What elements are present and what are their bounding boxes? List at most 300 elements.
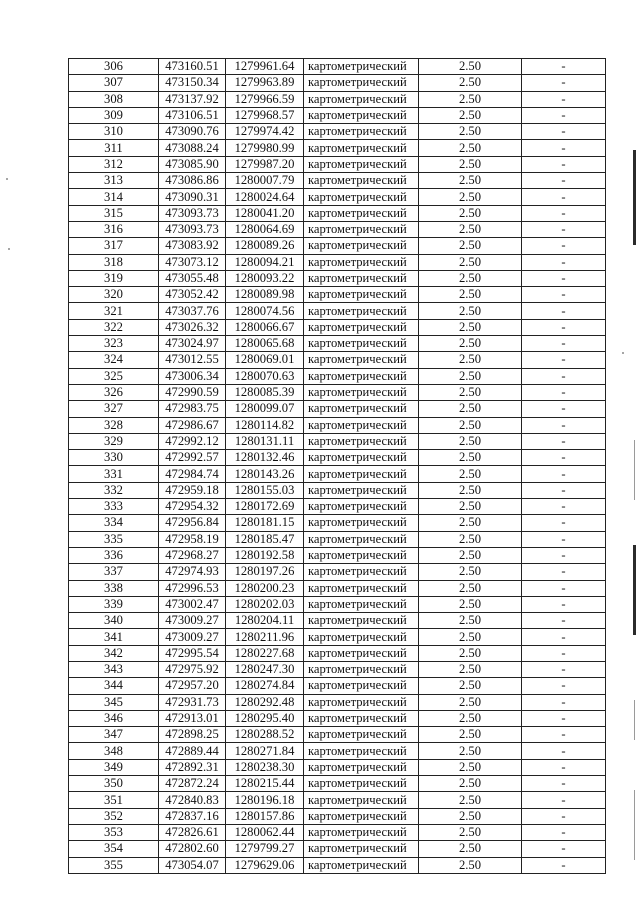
method-cell: картометрический — [304, 205, 419, 221]
y-coordinate-cell: 1280200.23 — [226, 580, 304, 596]
y-coordinate-cell: 1280143.26 — [226, 466, 304, 482]
y-coordinate-cell: 1280181.15 — [226, 515, 304, 531]
accuracy-cell: 2.50 — [419, 384, 522, 400]
y-coordinate-cell: 1279966.59 — [226, 91, 304, 107]
x-coordinate-cell: 472840.83 — [159, 792, 226, 808]
table-row — [69, 450, 606, 466]
point-number-cell: 339 — [69, 596, 159, 612]
accuracy-cell: 2.50 — [419, 221, 522, 237]
method-cell: картометрический — [304, 384, 419, 400]
method-cell: картометрический — [304, 580, 419, 596]
accuracy-cell: 2.50 — [419, 645, 522, 661]
point-number-cell: 351 — [69, 792, 159, 808]
method-cell: картометрический — [304, 107, 419, 123]
method-cell: картометрический — [304, 238, 419, 254]
description-cell: - — [522, 352, 606, 368]
accuracy-cell: 2.50 — [419, 531, 522, 547]
y-coordinate-cell: 1280197.26 — [226, 564, 304, 580]
point-number-cell: 313 — [69, 173, 159, 189]
description-cell: - — [522, 384, 606, 400]
accuracy-cell: 2.50 — [419, 401, 522, 417]
accuracy-cell: 2.50 — [419, 319, 522, 335]
description-cell: - — [522, 75, 606, 91]
description-cell: - — [522, 743, 606, 759]
accuracy-cell: 2.50 — [419, 841, 522, 857]
table-row — [69, 107, 606, 123]
description-cell: - — [522, 124, 606, 140]
x-coordinate-cell: 473009.27 — [159, 629, 226, 645]
description-cell: - — [522, 499, 606, 515]
point-number-cell: 352 — [69, 808, 159, 824]
accuracy-cell: 2.50 — [419, 515, 522, 531]
y-coordinate-cell: 1280064.69 — [226, 221, 304, 237]
method-cell: картометрический — [304, 776, 419, 792]
description-cell: - — [522, 303, 606, 319]
table-row — [69, 303, 606, 319]
accuracy-cell: 2.50 — [419, 776, 522, 792]
point-number-cell: 338 — [69, 580, 159, 596]
point-number-cell: 308 — [69, 91, 159, 107]
y-coordinate-cell: 1280215.44 — [226, 776, 304, 792]
accuracy-cell: 2.50 — [419, 629, 522, 645]
description-cell: - — [522, 91, 606, 107]
point-number-cell: 327 — [69, 401, 159, 417]
point-number-cell: 355 — [69, 857, 159, 873]
method-cell: картометрический — [304, 189, 419, 205]
description-cell: - — [522, 450, 606, 466]
description-cell: - — [522, 156, 606, 172]
table-row — [69, 792, 606, 808]
x-coordinate-cell: 472913.01 — [159, 710, 226, 726]
point-number-cell: 306 — [69, 59, 159, 75]
description-cell: - — [522, 792, 606, 808]
point-number-cell: 340 — [69, 613, 159, 629]
x-coordinate-cell: 472931.73 — [159, 694, 226, 710]
point-number-cell: 334 — [69, 515, 159, 531]
x-coordinate-cell: 472992.57 — [159, 450, 226, 466]
method-cell: картометрический — [304, 156, 419, 172]
description-cell: - — [522, 319, 606, 335]
point-number-cell: 345 — [69, 694, 159, 710]
method-cell: картометрический — [304, 368, 419, 384]
description-cell: - — [522, 401, 606, 417]
table-row — [69, 694, 606, 710]
y-coordinate-cell: 1280066.67 — [226, 319, 304, 335]
y-coordinate-cell: 1280089.98 — [226, 287, 304, 303]
point-number-cell: 348 — [69, 743, 159, 759]
accuracy-cell: 2.50 — [419, 596, 522, 612]
description-cell: - — [522, 808, 606, 824]
method-cell: картометрический — [304, 270, 419, 286]
description-cell: - — [522, 645, 606, 661]
x-coordinate-cell: 473088.24 — [159, 140, 226, 156]
table-row — [69, 189, 606, 205]
description-cell: - — [522, 221, 606, 237]
coordinates-table-body — [69, 59, 606, 874]
y-coordinate-cell: 1279963.89 — [226, 75, 304, 91]
x-coordinate-cell: 473054.07 — [159, 857, 226, 873]
description-cell: - — [522, 547, 606, 563]
point-number-cell: 314 — [69, 189, 159, 205]
description-cell: - — [522, 727, 606, 743]
x-coordinate-cell: 473009.27 — [159, 613, 226, 629]
point-number-cell: 349 — [69, 759, 159, 775]
method-cell: картометрический — [304, 433, 419, 449]
method-cell: картометрический — [304, 645, 419, 661]
y-coordinate-cell: 1279974.42 — [226, 124, 304, 140]
table-row — [69, 678, 606, 694]
point-number-cell: 346 — [69, 710, 159, 726]
description-cell: - — [522, 596, 606, 612]
y-coordinate-cell: 1280094.21 — [226, 254, 304, 270]
point-number-cell: 353 — [69, 824, 159, 840]
x-coordinate-cell: 473106.51 — [159, 107, 226, 123]
x-coordinate-cell: 472986.67 — [159, 417, 226, 433]
description-cell: - — [522, 173, 606, 189]
table-row — [69, 336, 606, 352]
accuracy-cell: 2.50 — [419, 792, 522, 808]
x-coordinate-cell: 473086.86 — [159, 173, 226, 189]
x-coordinate-cell: 473052.42 — [159, 287, 226, 303]
method-cell: картометрический — [304, 547, 419, 563]
point-number-cell: 315 — [69, 205, 159, 221]
description-cell: - — [522, 205, 606, 221]
x-coordinate-cell: 472974.93 — [159, 564, 226, 580]
table-row — [69, 140, 606, 156]
y-coordinate-cell: 1280132.46 — [226, 450, 304, 466]
x-coordinate-cell: 473083.92 — [159, 238, 226, 254]
table-row — [69, 808, 606, 824]
description-cell: - — [522, 678, 606, 694]
method-cell: картометрический — [304, 173, 419, 189]
description-cell: - — [522, 515, 606, 531]
method-cell: картометрический — [304, 694, 419, 710]
x-coordinate-cell: 472959.18 — [159, 482, 226, 498]
table-row — [69, 857, 606, 873]
accuracy-cell: 2.50 — [419, 254, 522, 270]
method-cell: картометрический — [304, 759, 419, 775]
y-coordinate-cell: 1280211.96 — [226, 629, 304, 645]
method-cell: картометрический — [304, 466, 419, 482]
accuracy-cell: 2.50 — [419, 352, 522, 368]
x-coordinate-cell: 472995.54 — [159, 645, 226, 661]
table-row — [69, 515, 606, 531]
accuracy-cell: 2.50 — [419, 287, 522, 303]
point-number-cell: 309 — [69, 107, 159, 123]
x-coordinate-cell: 472837.16 — [159, 808, 226, 824]
accuracy-cell: 2.50 — [419, 727, 522, 743]
accuracy-cell: 2.50 — [419, 368, 522, 384]
method-cell: картометрический — [304, 727, 419, 743]
x-coordinate-cell: 472983.75 — [159, 401, 226, 417]
y-coordinate-cell: 1280007.79 — [226, 173, 304, 189]
description-cell: - — [522, 613, 606, 629]
method-cell: картометрический — [304, 808, 419, 824]
accuracy-cell: 2.50 — [419, 547, 522, 563]
description-cell: - — [522, 629, 606, 645]
point-number-cell: 341 — [69, 629, 159, 645]
description-cell: - — [522, 759, 606, 775]
y-coordinate-cell: 1279968.57 — [226, 107, 304, 123]
accuracy-cell: 2.50 — [419, 613, 522, 629]
y-coordinate-cell: 1280074.56 — [226, 303, 304, 319]
table-row — [69, 124, 606, 140]
y-coordinate-cell: 1280185.47 — [226, 531, 304, 547]
accuracy-cell: 2.50 — [419, 124, 522, 140]
accuracy-cell: 2.50 — [419, 743, 522, 759]
y-coordinate-cell: 1280085.39 — [226, 384, 304, 400]
table-row — [69, 433, 606, 449]
method-cell: картометрический — [304, 857, 419, 873]
method-cell: картометрический — [304, 515, 419, 531]
description-cell: - — [522, 661, 606, 677]
y-coordinate-cell: 1280274.84 — [226, 678, 304, 694]
y-coordinate-cell: 1280204.11 — [226, 613, 304, 629]
x-coordinate-cell: 472872.24 — [159, 776, 226, 792]
y-coordinate-cell: 1280247.30 — [226, 661, 304, 677]
accuracy-cell: 2.50 — [419, 466, 522, 482]
y-coordinate-cell: 1279987.20 — [226, 156, 304, 172]
point-number-cell: 332 — [69, 482, 159, 498]
table-row — [69, 205, 606, 221]
method-cell: картометрический — [304, 482, 419, 498]
method-cell: картометрический — [304, 841, 419, 857]
point-number-cell: 317 — [69, 238, 159, 254]
description-cell: - — [522, 694, 606, 710]
table-row — [69, 547, 606, 563]
method-cell: картометрический — [304, 401, 419, 417]
y-coordinate-cell: 1279629.06 — [226, 857, 304, 873]
x-coordinate-cell: 473006.34 — [159, 368, 226, 384]
method-cell: картометрический — [304, 303, 419, 319]
table-row — [69, 352, 606, 368]
y-coordinate-cell: 1280062.44 — [226, 824, 304, 840]
y-coordinate-cell: 1280093.22 — [226, 270, 304, 286]
x-coordinate-cell: 472898.25 — [159, 727, 226, 743]
point-number-cell: 326 — [69, 384, 159, 400]
table-row — [69, 368, 606, 384]
method-cell: картометрический — [304, 824, 419, 840]
table-row — [69, 417, 606, 433]
description-cell: - — [522, 254, 606, 270]
y-coordinate-cell: 1280041.20 — [226, 205, 304, 221]
point-number-cell: 328 — [69, 417, 159, 433]
table-row — [69, 482, 606, 498]
description-cell: - — [522, 841, 606, 857]
accuracy-cell: 2.50 — [419, 238, 522, 254]
y-coordinate-cell: 1280069.01 — [226, 352, 304, 368]
y-coordinate-cell: 1280202.03 — [226, 596, 304, 612]
method-cell: картометрический — [304, 710, 419, 726]
point-number-cell: 307 — [69, 75, 159, 91]
method-cell: картометрический — [304, 661, 419, 677]
table-row — [69, 59, 606, 75]
description-cell: - — [522, 107, 606, 123]
table-row — [69, 759, 606, 775]
description-cell: - — [522, 336, 606, 352]
method-cell: картометрический — [304, 564, 419, 580]
x-coordinate-cell: 473012.55 — [159, 352, 226, 368]
x-coordinate-cell: 472958.19 — [159, 531, 226, 547]
x-coordinate-cell: 473024.97 — [159, 336, 226, 352]
x-coordinate-cell: 472975.92 — [159, 661, 226, 677]
accuracy-cell: 2.50 — [419, 710, 522, 726]
y-coordinate-cell: 1280131.11 — [226, 433, 304, 449]
x-coordinate-cell: 472826.61 — [159, 824, 226, 840]
table-row — [69, 531, 606, 547]
table-row — [69, 466, 606, 482]
y-coordinate-cell: 1280065.68 — [226, 336, 304, 352]
x-coordinate-cell: 473160.51 — [159, 59, 226, 75]
accuracy-cell: 2.50 — [419, 205, 522, 221]
description-cell: - — [522, 287, 606, 303]
x-coordinate-cell: 473150.34 — [159, 75, 226, 91]
table-row — [69, 776, 606, 792]
y-coordinate-cell: 1279980.99 — [226, 140, 304, 156]
accuracy-cell: 2.50 — [419, 91, 522, 107]
method-cell: картометрический — [304, 678, 419, 694]
y-coordinate-cell: 1280238.30 — [226, 759, 304, 775]
point-number-cell: 324 — [69, 352, 159, 368]
point-number-cell: 322 — [69, 319, 159, 335]
point-number-cell: 318 — [69, 254, 159, 270]
point-number-cell: 310 — [69, 124, 159, 140]
table-row — [69, 287, 606, 303]
accuracy-cell: 2.50 — [419, 580, 522, 596]
description-cell: - — [522, 710, 606, 726]
table-row — [69, 629, 606, 645]
x-coordinate-cell: 473002.47 — [159, 596, 226, 612]
table-row — [69, 91, 606, 107]
x-coordinate-cell: 473026.32 — [159, 319, 226, 335]
table-row — [69, 743, 606, 759]
accuracy-cell: 2.50 — [419, 808, 522, 824]
y-coordinate-cell: 1280172.69 — [226, 499, 304, 515]
method-cell: картометрический — [304, 221, 419, 237]
x-coordinate-cell: 473037.76 — [159, 303, 226, 319]
accuracy-cell: 2.50 — [419, 59, 522, 75]
accuracy-cell: 2.50 — [419, 417, 522, 433]
accuracy-cell: 2.50 — [419, 433, 522, 449]
x-coordinate-cell: 472984.74 — [159, 466, 226, 482]
x-coordinate-cell: 473085.90 — [159, 156, 226, 172]
point-number-cell: 320 — [69, 287, 159, 303]
table-row — [69, 384, 606, 400]
y-coordinate-cell: 1280271.84 — [226, 743, 304, 759]
method-cell: картометрический — [304, 140, 419, 156]
table-row — [69, 319, 606, 335]
accuracy-cell: 2.50 — [419, 75, 522, 91]
method-cell: картометрический — [304, 352, 419, 368]
method-cell: картометрический — [304, 124, 419, 140]
y-coordinate-cell: 1280288.52 — [226, 727, 304, 743]
x-coordinate-cell: 472992.12 — [159, 433, 226, 449]
accuracy-cell: 2.50 — [419, 156, 522, 172]
accuracy-cell: 2.50 — [419, 694, 522, 710]
y-coordinate-cell: 1280099.07 — [226, 401, 304, 417]
method-cell: картометрический — [304, 254, 419, 270]
accuracy-cell: 2.50 — [419, 824, 522, 840]
description-cell: - — [522, 531, 606, 547]
description-cell: - — [522, 368, 606, 384]
table-row — [69, 221, 606, 237]
description-cell: - — [522, 417, 606, 433]
accuracy-cell: 2.50 — [419, 564, 522, 580]
point-number-cell: 342 — [69, 645, 159, 661]
y-coordinate-cell: 1280292.48 — [226, 694, 304, 710]
x-coordinate-cell: 473093.73 — [159, 205, 226, 221]
method-cell: картометрический — [304, 287, 419, 303]
point-number-cell: 331 — [69, 466, 159, 482]
table-row — [69, 661, 606, 677]
description-cell: - — [522, 238, 606, 254]
x-coordinate-cell: 472990.59 — [159, 384, 226, 400]
x-coordinate-cell: 472954.32 — [159, 499, 226, 515]
table-row — [69, 270, 606, 286]
x-coordinate-cell: 473090.31 — [159, 189, 226, 205]
accuracy-cell: 2.50 — [419, 140, 522, 156]
method-cell: картометрический — [304, 596, 419, 612]
x-coordinate-cell: 473090.76 — [159, 124, 226, 140]
table-row — [69, 613, 606, 629]
method-cell: картометрический — [304, 59, 419, 75]
accuracy-cell: 2.50 — [419, 173, 522, 189]
point-number-cell: 321 — [69, 303, 159, 319]
table-row — [69, 841, 606, 857]
table-row — [69, 727, 606, 743]
point-number-cell: 335 — [69, 531, 159, 547]
description-cell: - — [522, 824, 606, 840]
x-coordinate-cell: 473073.12 — [159, 254, 226, 270]
description-cell: - — [522, 433, 606, 449]
point-number-cell: 354 — [69, 841, 159, 857]
table-row — [69, 254, 606, 270]
table-row — [69, 75, 606, 91]
accuracy-cell: 2.50 — [419, 482, 522, 498]
description-cell: - — [522, 466, 606, 482]
description-cell: - — [522, 59, 606, 75]
point-number-cell: 319 — [69, 270, 159, 286]
method-cell: картометрический — [304, 613, 419, 629]
x-coordinate-cell: 472956.84 — [159, 515, 226, 531]
point-number-cell: 336 — [69, 547, 159, 563]
table-row — [69, 156, 606, 172]
accuracy-cell: 2.50 — [419, 450, 522, 466]
y-coordinate-cell: 1280227.68 — [226, 645, 304, 661]
x-coordinate-cell: 473093.73 — [159, 221, 226, 237]
description-cell: - — [522, 776, 606, 792]
y-coordinate-cell: 1280070.63 — [226, 368, 304, 384]
method-cell: картометрический — [304, 792, 419, 808]
description-cell: - — [522, 564, 606, 580]
point-number-cell: 344 — [69, 678, 159, 694]
point-number-cell: 323 — [69, 336, 159, 352]
x-coordinate-cell: 472802.60 — [159, 841, 226, 857]
accuracy-cell: 2.50 — [419, 107, 522, 123]
accuracy-cell: 2.50 — [419, 661, 522, 677]
point-number-cell: 343 — [69, 661, 159, 677]
y-coordinate-cell: 1279961.64 — [226, 59, 304, 75]
description-cell: - — [522, 857, 606, 873]
accuracy-cell: 2.50 — [419, 759, 522, 775]
point-number-cell: 330 — [69, 450, 159, 466]
accuracy-cell: 2.50 — [419, 857, 522, 873]
table-row — [69, 824, 606, 840]
y-coordinate-cell: 1280196.18 — [226, 792, 304, 808]
description-cell: - — [522, 140, 606, 156]
y-coordinate-cell: 1280155.03 — [226, 482, 304, 498]
table-row — [69, 238, 606, 254]
